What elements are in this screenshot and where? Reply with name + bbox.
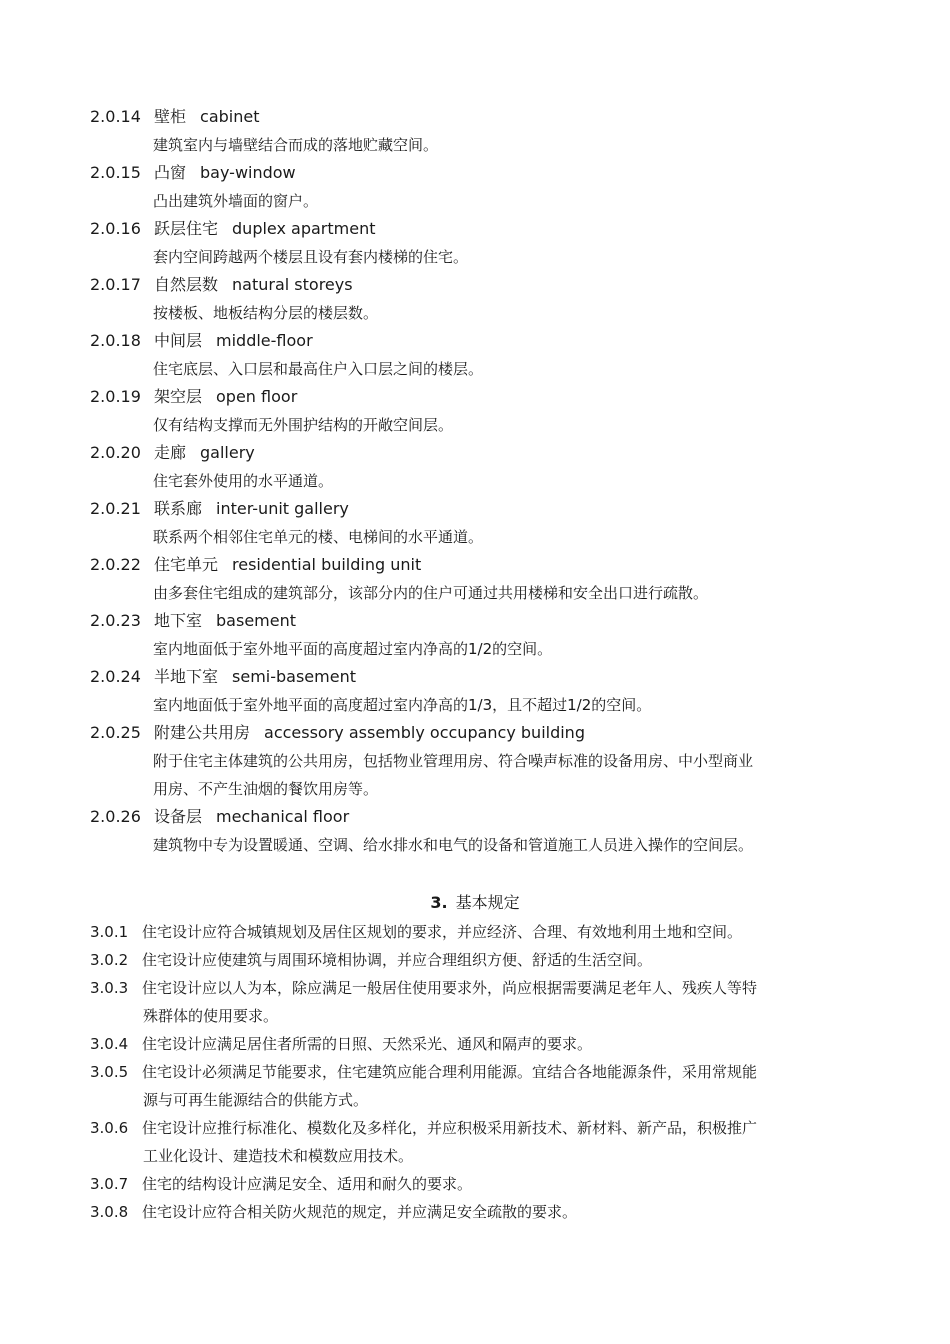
term-number: 2.0.14 xyxy=(90,107,141,126)
clause-text-continued: 殊群体的使用要求。 xyxy=(143,1007,279,1025)
term-definition: 由多套住宅组成的建筑部分，该部分内的住户可通过共用楼梯和安全出口进行疏散。 xyxy=(153,584,709,602)
term-chinese-name: 自然层数 xyxy=(154,275,219,294)
term-definition: 仅有结构支撑而无外围护结构的开敞空间层。 xyxy=(153,416,454,434)
term-entry xyxy=(0,495,950,551)
term-entry xyxy=(0,607,950,663)
term-entry xyxy=(0,551,950,607)
term-number: 2.0.19 xyxy=(90,387,141,406)
term-chinese-name: 联系廊 xyxy=(154,499,203,518)
clause-number: 3.0.7 xyxy=(90,1175,129,1193)
term-title xyxy=(154,383,297,411)
term-english-name: cabinet xyxy=(200,107,260,126)
clause-text: 住宅的结构设计应满足安全、适用和耐久的要求。 xyxy=(142,1175,473,1193)
clause-text: 住宅设计应符合相关防火规范的规定，并应满足安全疏散的要求。 xyxy=(142,1203,578,1221)
clause-first-line xyxy=(90,1198,865,1226)
term-definition: 室内地面低于室外地平面的高度超过室内净高的1/2的空间。 xyxy=(153,640,553,658)
term-title xyxy=(154,215,376,243)
term-heading xyxy=(0,551,950,579)
term-title xyxy=(154,159,296,187)
term-chinese-name: 地下室 xyxy=(154,611,203,630)
term-chinese-name: 半地下室 xyxy=(154,667,219,686)
term-heading xyxy=(0,803,950,831)
term-heading xyxy=(0,103,950,131)
term-entry xyxy=(0,159,950,215)
term-english-name: duplex apartment xyxy=(232,219,376,238)
term-chinese-name: 凸窗 xyxy=(154,163,187,182)
term-heading xyxy=(0,159,950,187)
clause-text: 住宅设计应推行标准化、模数化及多样化，并应积极采用新技术、新材料、新产品，积极推广 xyxy=(142,1119,758,1137)
term-definition: 室内地面低于室外地平面的高度超过室内净高的1/3，且不超过1/2的空间。 xyxy=(153,696,652,714)
term-number: 2.0.16 xyxy=(90,219,141,238)
term-entry xyxy=(0,383,950,439)
clause-first-line xyxy=(90,974,865,1002)
term-definition: 联系两个相邻住宅单元的楼、电梯间的水平通道。 xyxy=(153,528,484,546)
term-definition: 建筑物中专为设置暖通、空调、给水排水和电气的设备和管道施工人员进入操作的空间层。 xyxy=(153,836,754,854)
term-title xyxy=(154,103,259,131)
term-entry xyxy=(0,215,950,271)
term-heading xyxy=(0,495,950,523)
term-english-name: open floor xyxy=(216,387,298,406)
clause-number: 3.0.8 xyxy=(90,1203,129,1221)
term-title xyxy=(154,551,421,579)
clause-text: 住宅设计应以人为本，除应满足一般居住使用要求外，尚应根据需要满足老年人、残疾人等特 xyxy=(142,979,758,997)
clause-item xyxy=(90,1114,865,1170)
clause-first-line xyxy=(90,1170,865,1198)
term-title xyxy=(154,803,349,831)
term-entry xyxy=(0,719,950,803)
clause-first-line xyxy=(90,946,865,974)
term-number: 2.0.17 xyxy=(90,275,141,294)
term-number: 2.0.18 xyxy=(90,331,141,350)
term-heading xyxy=(0,327,950,355)
term-definition: 用房、不产生油烟的餐饮用房等。 xyxy=(153,780,379,798)
term-definition: 住宅底层、入口层和最高住户入口层之间的楼层。 xyxy=(153,360,484,378)
term-number: 2.0.15 xyxy=(90,163,141,182)
term-entry xyxy=(0,803,950,859)
term-title xyxy=(154,439,255,467)
clause-first-line xyxy=(90,1058,865,1086)
clause-item xyxy=(90,1030,865,1058)
term-english-name: accessory assembly occupancy building xyxy=(264,723,585,742)
term-chinese-name: 走廊 xyxy=(154,443,187,462)
term-entry xyxy=(0,439,950,495)
section-heading xyxy=(0,889,950,917)
term-title xyxy=(154,327,313,355)
term-chinese-name: 跃层住宅 xyxy=(154,219,219,238)
term-english-name: natural storeys xyxy=(232,275,353,294)
term-heading xyxy=(0,607,950,635)
term-chinese-name: 架空层 xyxy=(154,387,203,406)
clause-text: 住宅设计应符合城镇规划及居住区规划的要求，并应经济、合理、有效地利用土地和空间。 xyxy=(142,923,743,941)
term-english-name: middle-floor xyxy=(216,331,313,350)
term-title xyxy=(154,663,356,691)
clause-text: 住宅设计应使建筑与周围环境相协调，并应合理组织方便、舒适的生活空间。 xyxy=(142,951,653,969)
clause-first-line xyxy=(90,1114,865,1142)
clause-first-line xyxy=(90,1030,865,1058)
term-definition: 附于住宅主体建筑的公共用房，包括物业管理用房、符合噪声标准的设备用房、中小型商业 xyxy=(153,752,754,770)
term-title xyxy=(154,607,296,635)
term-chinese-name: 壁柜 xyxy=(154,107,187,126)
clause-number: 3.0.2 xyxy=(90,951,129,969)
clause-item xyxy=(90,1170,865,1198)
term-definition: 建筑室内与墙壁结合而成的落地贮藏空间。 xyxy=(153,136,439,154)
clause-text: 住宅设计必须满足节能要求，住宅建筑应能合理利用能源。宜结合各地能源条件，采用常规能 xyxy=(142,1063,758,1081)
clause-number: 3.0.3 xyxy=(90,979,129,997)
term-definition: 凸出建筑外墙面的窗户。 xyxy=(153,192,319,210)
term-heading xyxy=(0,439,950,467)
term-chinese-name: 设备层 xyxy=(154,807,203,826)
term-heading xyxy=(0,719,950,747)
clause-item xyxy=(90,1198,865,1226)
term-english-name: gallery xyxy=(200,443,255,462)
term-heading xyxy=(0,215,950,243)
term-english-name: semi-basement xyxy=(232,667,356,686)
term-definition: 住宅套外使用的水平通道。 xyxy=(153,472,334,490)
clause-text-continued: 工业化设计、建造技术和模数应用技术。 xyxy=(143,1147,414,1165)
clause-item xyxy=(90,918,865,946)
term-heading xyxy=(0,663,950,691)
term-number: 2.0.23 xyxy=(90,611,141,630)
term-definition: 按楼板、地板结构分层的楼层数。 xyxy=(153,304,379,322)
term-number: 2.0.25 xyxy=(90,723,141,742)
clause-item xyxy=(90,946,865,974)
term-number: 2.0.26 xyxy=(90,807,141,826)
term-title xyxy=(154,495,349,523)
term-heading xyxy=(0,271,950,299)
term-definition: 套内空间跨越两个楼层且设有套内楼梯的住宅。 xyxy=(153,248,469,266)
term-english-name: mechanical floor xyxy=(216,807,350,826)
term-english-name: bay-window xyxy=(200,163,296,182)
clause-number: 3.0.5 xyxy=(90,1063,129,1081)
term-entry xyxy=(0,663,950,719)
clause-item xyxy=(90,1058,865,1114)
term-entry xyxy=(0,103,950,159)
term-english-name: residential building unit xyxy=(232,555,422,574)
term-number: 2.0.22 xyxy=(90,555,141,574)
clause-number: 3.0.6 xyxy=(90,1119,129,1137)
clause-number: 3.0.4 xyxy=(90,1035,129,1053)
clause-text: 住宅设计应满足居住者所需的日照、天然采光、通风和隔声的要求。 xyxy=(142,1035,593,1053)
section-title: 基本规定 xyxy=(455,893,520,912)
term-chinese-name: 附建公共用房 xyxy=(154,723,251,742)
term-chinese-name: 住宅单元 xyxy=(154,555,219,574)
clause-item xyxy=(90,974,865,1030)
term-title xyxy=(154,719,585,747)
term-english-name: inter-unit gallery xyxy=(216,499,349,518)
clause-first-line xyxy=(90,918,865,946)
clause-number: 3.0.1 xyxy=(90,923,129,941)
term-title xyxy=(154,271,353,299)
term-english-name: basement xyxy=(216,611,296,630)
clause-text-continued: 源与可再生能源结合的供能方式。 xyxy=(143,1091,369,1109)
term-heading xyxy=(0,383,950,411)
term-number: 2.0.21 xyxy=(90,499,141,518)
section-number: 3. xyxy=(430,893,448,912)
term-entry xyxy=(0,271,950,327)
term-number: 2.0.24 xyxy=(90,667,141,686)
term-chinese-name: 中间层 xyxy=(154,331,203,350)
term-entry xyxy=(0,327,950,383)
term-number: 2.0.20 xyxy=(90,443,141,462)
